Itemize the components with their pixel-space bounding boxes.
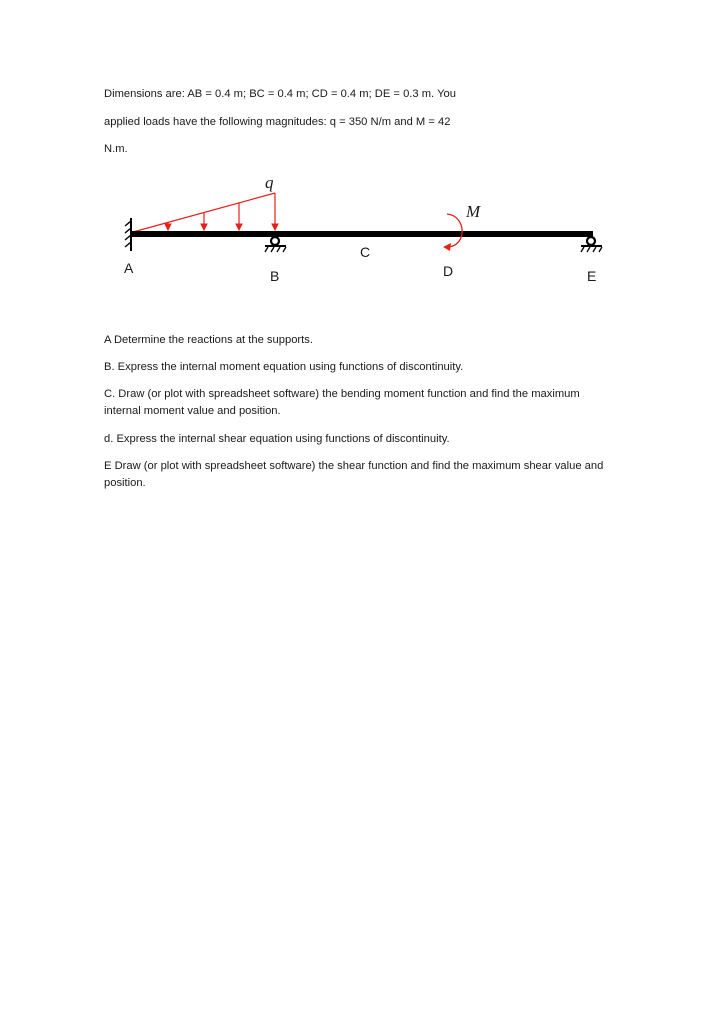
point-label-d: D bbox=[443, 263, 454, 279]
moment-arrow bbox=[443, 214, 462, 251]
distributed-load bbox=[133, 193, 278, 232]
question-b: B. Express the internal moment equation using functions of discontinuity. bbox=[104, 361, 464, 373]
load-label-q: q bbox=[265, 173, 274, 192]
question-e: E Draw (or plot with spreadsheet software) the shear function and find the maximum shear value and position. bbox=[104, 460, 604, 489]
load-envelope-line bbox=[133, 193, 275, 232]
point-label-c: C bbox=[360, 244, 371, 260]
point-label-a: A bbox=[124, 260, 134, 276]
intro-line-2: applied loads have the following magnitudes: q = 350 N/m and M = 42 bbox=[104, 116, 451, 128]
pin-support-b bbox=[265, 237, 286, 252]
question-a: A Determine the reactions at the supports. bbox=[104, 334, 313, 346]
load-arrowhead-1 bbox=[165, 224, 171, 230]
intro-line-1: Dimensions are: AB = 0.4 m; BC = 0.4 m; CD = 0.4 m; DE = 0.3 m. You bbox=[104, 88, 456, 100]
fixed-support-a bbox=[125, 218, 131, 251]
intro-line-3: N.m. bbox=[104, 143, 128, 155]
load-arrowhead-2 bbox=[201, 224, 207, 230]
load-arrowhead-3 bbox=[236, 224, 242, 230]
question-d: d. Express the internal shear equation using functions of discontinuity. bbox=[104, 433, 450, 445]
moment-label-m: M bbox=[466, 202, 481, 221]
pin-support-e bbox=[581, 237, 602, 252]
question-c: C. Draw (or plot with spreadsheet software) the bending moment function and find the maximum internal moment value and position. bbox=[104, 388, 580, 417]
point-label-e: E bbox=[587, 268, 597, 284]
load-arrowhead-4 bbox=[272, 224, 278, 230]
point-label-b: B bbox=[270, 268, 280, 284]
beam bbox=[131, 231, 593, 237]
